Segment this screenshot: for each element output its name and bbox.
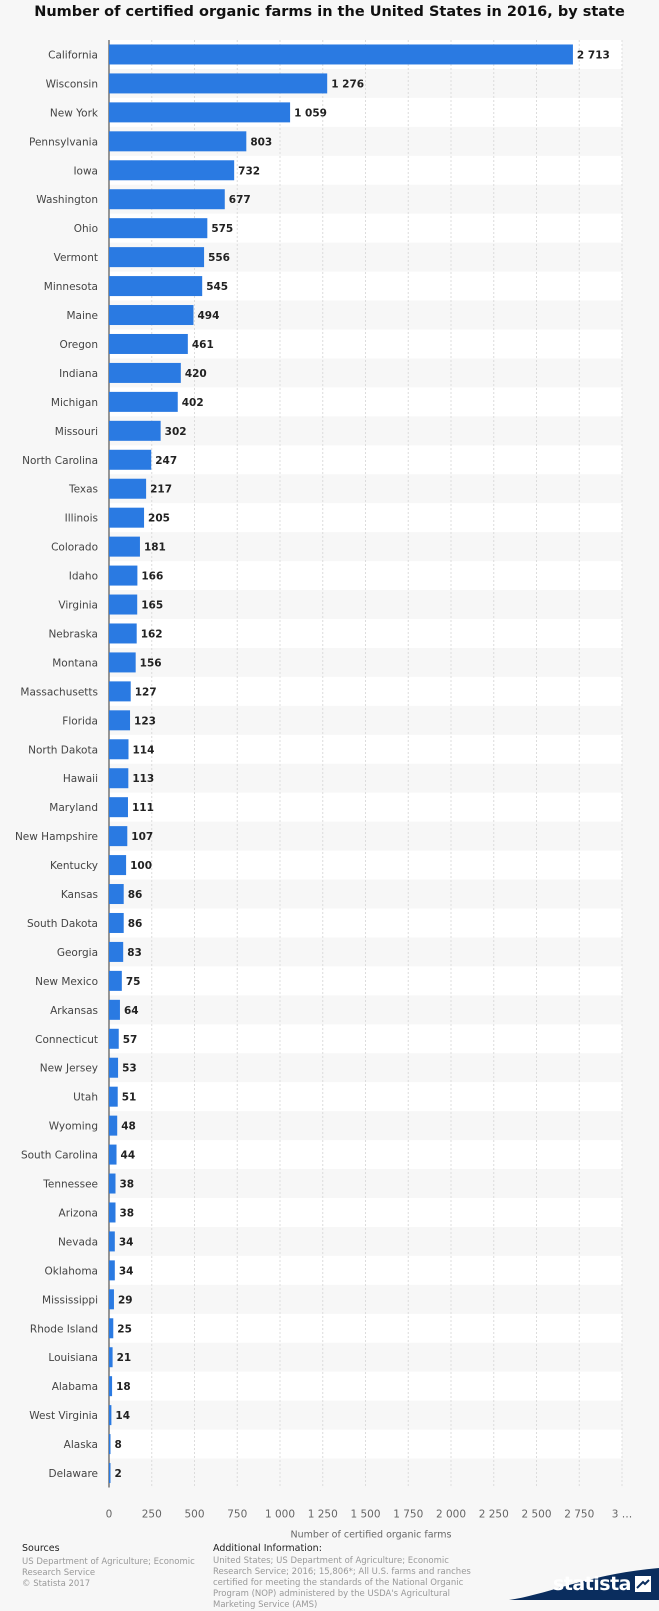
bar: [109, 1000, 120, 1020]
bar: [109, 73, 327, 93]
value-label: 34: [118, 1236, 134, 1249]
category-label: Georgia: [56, 946, 98, 959]
category-label: Michigan: [50, 396, 98, 409]
category-label: Pennsylvania: [29, 136, 98, 149]
category-label: South Carolina: [20, 1149, 98, 1162]
category-label: Illinois: [64, 512, 98, 525]
statista-mark-icon: [635, 1576, 651, 1592]
value-label: 127: [134, 686, 157, 699]
bar: [109, 363, 181, 383]
value-label: 732: [238, 165, 261, 178]
bar: [109, 537, 140, 557]
bar: [109, 855, 126, 875]
bar: [109, 1405, 111, 1425]
value-label: 75: [125, 975, 141, 988]
value-label: 100: [130, 860, 153, 873]
value-label: 494: [197, 310, 220, 323]
value-label: 38: [119, 1178, 135, 1191]
bar: [109, 1087, 118, 1107]
sources-text: US Department of Agriculture; Economic Research Service: [22, 1557, 195, 1578]
bar: [109, 1058, 118, 1078]
bar: [109, 131, 246, 151]
value-label: 38: [119, 1207, 135, 1220]
category-label: Nebraska: [48, 628, 98, 641]
value-label: 34: [118, 1265, 134, 1278]
value-label: 53: [122, 1062, 137, 1075]
x-tick-label: 2 000: [435, 1508, 467, 1521]
category-label: Arizona: [58, 1207, 98, 1220]
category-label: Colorado: [51, 541, 98, 554]
x-tick-label: 250: [141, 1508, 162, 1521]
x-tick-label: 1 250: [307, 1508, 338, 1521]
value-label: 575: [211, 223, 234, 236]
value-label: 111: [131, 802, 154, 815]
x-tick-label: 0: [105, 1508, 113, 1521]
value-label: 402: [181, 396, 204, 409]
bar: [109, 913, 124, 933]
value-label: 1 276: [331, 78, 365, 91]
sources-title: Sources: [22, 1543, 60, 1554]
value-label: 205: [148, 512, 170, 525]
bar: [109, 1376, 112, 1396]
category-label: Utah: [73, 1091, 98, 1104]
category-label: Vermont: [53, 252, 98, 265]
category-label: West Virginia: [29, 1410, 98, 1423]
value-label: 2 713: [576, 49, 610, 62]
value-label: 217: [150, 483, 173, 496]
bar: [109, 971, 122, 991]
x-tick-label: 2 500: [521, 1508, 552, 1521]
category-label: Kansas: [60, 889, 98, 902]
category-label: New Hampshire: [14, 831, 98, 844]
statista-logo: statista: [552, 1573, 631, 1595]
value-label: 107: [131, 831, 154, 844]
category-label: Maine: [66, 310, 98, 323]
value-label: 302: [164, 425, 187, 438]
category-label: New Mexico: [35, 975, 98, 988]
category-label: Idaho: [68, 570, 98, 583]
category-label: Missouri: [54, 425, 98, 438]
x-tick-label: 1 500: [350, 1508, 381, 1521]
value-label: 123: [134, 715, 156, 728]
bar: [109, 392, 178, 412]
category-label: Oklahoma: [44, 1265, 98, 1278]
value-label: 166: [141, 570, 164, 583]
category-label: Nevada: [57, 1236, 98, 1249]
category-label: Washington: [36, 194, 98, 207]
category-label: Minnesota: [43, 281, 98, 294]
category-label: South Dakota: [26, 917, 98, 930]
category-label: Virginia: [58, 599, 98, 612]
bar: [109, 276, 202, 296]
x-tick-labels: [106, 1509, 633, 1521]
bar: [109, 1116, 117, 1136]
category-label: Massachusetts: [20, 686, 98, 699]
bar: [109, 1202, 115, 1222]
category-label: Wisconsin: [45, 78, 98, 91]
category-label: Hawaii: [62, 773, 98, 786]
category-label: Florida: [62, 715, 98, 728]
x-tick-label: 3 …: [611, 1508, 633, 1521]
bar: [109, 1318, 113, 1338]
bar: [109, 826, 127, 846]
value-label: 86: [127, 889, 143, 902]
additional-info-text: United States; US Department of Agriculture; Economic Research Service; 2016; 15,806*; All U.S. farms and ranches certified for meeting the standards of the National Organic Program (NOP) administered by the USDA's Agricultural Marketing Service (AMS): [213, 1556, 471, 1610]
category-label: Alabama: [51, 1381, 98, 1394]
value-label: 29: [117, 1294, 133, 1307]
category-label: Tennessee: [43, 1178, 98, 1191]
x-tick-label: 750: [227, 1508, 248, 1521]
value-label: 165: [141, 599, 164, 612]
value-label: 25: [117, 1323, 132, 1336]
copyright: © Statista 2017: [22, 1579, 91, 1589]
bar: [109, 508, 144, 528]
value-label: 114: [132, 744, 155, 757]
value-label: 48: [121, 1120, 136, 1133]
bar: [109, 247, 204, 267]
bar: [109, 884, 124, 904]
bar: [109, 768, 128, 788]
category-label: Ohio: [73, 223, 98, 236]
x-tick-label: 2 750: [564, 1508, 595, 1521]
bar: [109, 1029, 119, 1049]
bar: [109, 710, 130, 730]
category-label: Alaska: [63, 1439, 98, 1452]
bar: [109, 479, 146, 499]
category-label: Rhode Island: [29, 1323, 98, 1336]
value-label: 556: [208, 252, 230, 265]
additional-info-title: Additional Information:: [213, 1543, 322, 1554]
bar: [109, 797, 128, 817]
value-label: 420: [184, 367, 207, 380]
bar: [109, 942, 123, 962]
x-tick-label: 2 250: [478, 1508, 509, 1521]
value-label: 21: [116, 1352, 132, 1365]
value-label: 156: [139, 657, 162, 670]
bar: [109, 1145, 117, 1165]
value-label: 803: [250, 136, 273, 149]
category-label: Wyoming: [48, 1120, 98, 1133]
bar: [109, 1463, 111, 1483]
value-label: 113: [132, 773, 155, 786]
category-label: Montana: [52, 657, 98, 670]
bar: [109, 160, 234, 180]
category-label: Iowa: [73, 165, 98, 178]
value-label: 162: [140, 628, 163, 641]
value-label: 83: [127, 946, 142, 959]
value-label: 14: [115, 1410, 131, 1423]
bar: [109, 334, 188, 354]
x-tick-label: 1 000: [264, 1508, 296, 1521]
value-label: 677: [228, 194, 251, 207]
bar: [109, 652, 136, 672]
bar: [109, 305, 193, 325]
value-label: 545: [206, 281, 229, 294]
value-label: 44: [120, 1149, 136, 1162]
x-tick-label: 500: [184, 1508, 205, 1521]
bar: [109, 1231, 115, 1251]
bar: [109, 595, 137, 615]
value-label: 64: [123, 1004, 139, 1017]
category-label: North Carolina: [22, 454, 98, 467]
bar: [109, 739, 128, 759]
category-label: Texas: [68, 483, 98, 496]
category-label: Indiana: [59, 367, 98, 380]
value-label: 51: [121, 1091, 137, 1104]
x-axis-title: Number of certified organic farms: [290, 1529, 452, 1541]
category-label: Louisiana: [48, 1352, 98, 1365]
category-label: Oregon: [59, 338, 98, 351]
category-label: Delaware: [48, 1468, 98, 1481]
chart-title: Number of certified organic farms in the United States in 2016, by state: [34, 4, 625, 20]
bar: [109, 102, 290, 122]
bar: [109, 566, 137, 586]
bar: [109, 1289, 114, 1309]
bar: [109, 218, 207, 238]
bar: [109, 1347, 113, 1367]
bar: [109, 44, 573, 64]
category-label: California: [48, 49, 98, 62]
value-label: 86: [127, 917, 143, 930]
category-label: New Jersey: [39, 1062, 98, 1075]
x-tick-label: 1 750: [393, 1508, 424, 1521]
bar: [109, 1260, 115, 1280]
bar: [109, 450, 151, 470]
category-label: Connecticut: [35, 1033, 98, 1046]
bar: [109, 1174, 115, 1194]
value-label: 181: [143, 541, 166, 554]
value-label: 1 059: [294, 107, 327, 120]
category-labels: [15, 49, 99, 1480]
category-label: Maryland: [49, 802, 98, 815]
bar: [109, 189, 225, 209]
bar: [109, 681, 131, 701]
value-label: 57: [122, 1033, 138, 1046]
bar: [109, 421, 161, 441]
category-label: Kentucky: [50, 860, 98, 873]
category-label: Arkansas: [50, 1004, 98, 1017]
value-label: 2: [114, 1468, 122, 1481]
category-label: North Dakota: [28, 744, 98, 757]
category-label: Mississippi: [42, 1294, 98, 1307]
value-label: 18: [116, 1381, 131, 1394]
category-label: New York: [49, 107, 98, 120]
value-label: 461: [191, 338, 214, 351]
bar: [109, 1434, 111, 1454]
value-label: 8: [114, 1439, 122, 1452]
bar: [109, 623, 137, 643]
value-label: 247: [155, 454, 178, 467]
